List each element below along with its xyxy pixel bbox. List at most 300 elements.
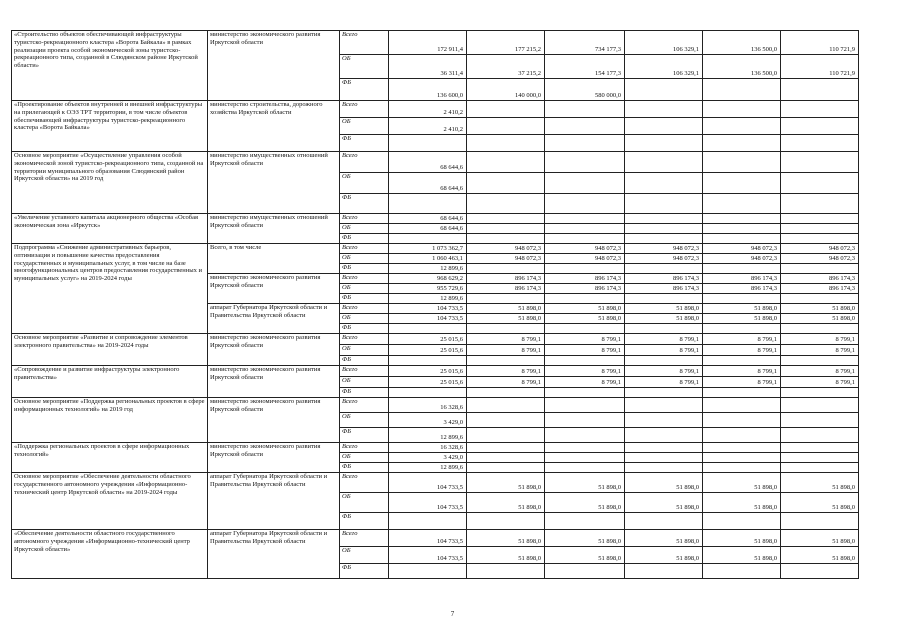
amount-cell: 8 799,1 bbox=[703, 377, 781, 388]
funding-source: Всего bbox=[340, 31, 389, 55]
amount-cell bbox=[389, 234, 467, 244]
amount-cell: 177 215,2 bbox=[467, 31, 545, 55]
amount-cell bbox=[625, 413, 703, 428]
activity-name: «Увеличение уставного капитала акционерного общества «Особая экономическая зона «Иркутск» bbox=[12, 214, 208, 244]
executor-name: министерство экономического развития Иркутской области bbox=[208, 274, 340, 304]
amount-cell: 51 898,0 bbox=[781, 530, 859, 547]
amount-cell: 51 898,0 bbox=[625, 547, 703, 564]
funding-source: ОБ bbox=[340, 55, 389, 79]
amount-cell: 948 072,3 bbox=[625, 244, 703, 254]
executor-name: министерство экономического развития Иркутской области bbox=[208, 366, 340, 398]
executor-name: аппарат Губернатора Иркутской области и Правительства Иркутской области bbox=[208, 304, 340, 334]
amount-cell: 3 429,0 bbox=[389, 413, 467, 428]
amount-cell: 8 799,1 bbox=[781, 366, 859, 377]
executor-name: министерство экономического развития Иркутской области bbox=[208, 334, 340, 366]
amount-cell: 104 733,5 bbox=[389, 547, 467, 564]
amount-cell bbox=[467, 152, 545, 173]
funding-source: Всего bbox=[340, 244, 389, 254]
amount-cell: 51 898,0 bbox=[625, 473, 703, 493]
amount-cell bbox=[545, 264, 625, 274]
amount-cell: 51 898,0 bbox=[467, 473, 545, 493]
amount-cell: 104 733,5 bbox=[389, 473, 467, 493]
amount-cell bbox=[781, 564, 859, 579]
amount-cell bbox=[467, 398, 545, 413]
amount-cell: 8 799,1 bbox=[545, 377, 625, 388]
amount-cell bbox=[703, 398, 781, 413]
amount-cell bbox=[545, 564, 625, 579]
amount-cell: 8 799,1 bbox=[703, 366, 781, 377]
amount-cell: 8 799,1 bbox=[781, 345, 859, 356]
amount-cell bbox=[467, 513, 545, 530]
funding-source: ФБ bbox=[340, 234, 389, 244]
amount-cell bbox=[545, 413, 625, 428]
amount-cell bbox=[781, 224, 859, 234]
amount-cell bbox=[545, 398, 625, 413]
amount-cell: 948 072,3 bbox=[703, 244, 781, 254]
amount-cell: 896 174,3 bbox=[781, 274, 859, 284]
amount-cell bbox=[467, 453, 545, 463]
funding-source: Всего bbox=[340, 443, 389, 453]
amount-cell bbox=[467, 463, 545, 473]
amount-cell: 16 328,6 bbox=[389, 443, 467, 453]
amount-cell bbox=[703, 194, 781, 214]
amount-cell: 51 898,0 bbox=[703, 314, 781, 324]
amount-cell bbox=[389, 513, 467, 530]
amount-cell: 948 072,3 bbox=[467, 254, 545, 264]
table-row bbox=[12, 152, 859, 173]
amount-cell: 2 410,2 bbox=[389, 118, 467, 135]
amount-cell bbox=[545, 173, 625, 194]
amount-cell bbox=[781, 118, 859, 135]
amount-cell: 896 174,3 bbox=[703, 274, 781, 284]
amount-cell: 8 799,1 bbox=[545, 345, 625, 356]
amount-cell: 25 015,6 bbox=[389, 377, 467, 388]
funding-source: ОБ bbox=[340, 284, 389, 294]
amount-cell: 8 799,1 bbox=[467, 334, 545, 345]
amount-cell bbox=[467, 224, 545, 234]
amount-cell: 68 644,6 bbox=[389, 173, 467, 194]
amount-cell bbox=[781, 388, 859, 398]
amount-cell bbox=[781, 214, 859, 224]
amount-cell bbox=[781, 234, 859, 244]
amount-cell bbox=[625, 101, 703, 118]
amount-cell bbox=[467, 564, 545, 579]
amount-cell: 948 072,3 bbox=[467, 244, 545, 254]
amount-cell bbox=[389, 194, 467, 214]
amount-cell: 25 015,6 bbox=[389, 366, 467, 377]
funding-source: Всего bbox=[340, 274, 389, 284]
amount-cell bbox=[545, 224, 625, 234]
amount-cell: 948 072,3 bbox=[625, 254, 703, 264]
amount-cell: 948 072,3 bbox=[781, 244, 859, 254]
amount-cell: 896 174,3 bbox=[625, 284, 703, 294]
amount-cell bbox=[625, 398, 703, 413]
amount-cell: 172 911,4 bbox=[389, 31, 467, 55]
amount-cell bbox=[703, 135, 781, 152]
funding-source: ФБ bbox=[340, 324, 389, 334]
amount-cell: 896 174,3 bbox=[545, 284, 625, 294]
executor-name: министерство имущественных отношений Иркутской области bbox=[208, 214, 340, 244]
amount-cell bbox=[781, 324, 859, 334]
amount-cell: 136 500,0 bbox=[703, 55, 781, 79]
table-row bbox=[12, 443, 859, 453]
amount-cell bbox=[467, 234, 545, 244]
amount-cell: 51 898,0 bbox=[781, 547, 859, 564]
amount-cell: 51 898,0 bbox=[467, 530, 545, 547]
table-row bbox=[12, 398, 859, 413]
amount-cell bbox=[389, 564, 467, 579]
funding-source: Всего bbox=[340, 530, 389, 547]
activity-name: Подпрограмма «Снижение административных барьеров, оптимизация и повышение качества предоставления государственных и муниципальных услуг, в том числе на базе многофункциональных центров предоставления государственных и муниципальных услуг» на 2019-2024 годы bbox=[12, 244, 208, 334]
funding-source: ОБ bbox=[340, 345, 389, 356]
amount-cell bbox=[703, 224, 781, 234]
amount-cell bbox=[703, 294, 781, 304]
amount-cell bbox=[625, 194, 703, 214]
executor-name: министерство строительства, дорожного хозяйства Иркутской области bbox=[208, 101, 340, 152]
amount-cell: 51 898,0 bbox=[781, 473, 859, 493]
amount-cell: 12 899,6 bbox=[389, 428, 467, 443]
executor-name: аппарат Губернатора Иркутской области и Правительства Иркутской области bbox=[208, 473, 340, 530]
funding-source: ОБ bbox=[340, 224, 389, 234]
amount-cell bbox=[703, 264, 781, 274]
amount-cell: 154 177,3 bbox=[545, 55, 625, 79]
amount-cell bbox=[625, 463, 703, 473]
page-number: 7 bbox=[450, 610, 455, 618]
amount-cell bbox=[703, 234, 781, 244]
amount-cell bbox=[467, 101, 545, 118]
amount-cell bbox=[703, 463, 781, 473]
amount-cell: 106 329,1 bbox=[625, 55, 703, 79]
amount-cell: 12 899,6 bbox=[389, 463, 467, 473]
amount-cell: 51 898,0 bbox=[781, 493, 859, 513]
amount-cell bbox=[781, 152, 859, 173]
amount-cell bbox=[545, 463, 625, 473]
amount-cell bbox=[703, 513, 781, 530]
amount-cell: 51 898,0 bbox=[545, 547, 625, 564]
amount-cell bbox=[781, 453, 859, 463]
amount-cell bbox=[781, 443, 859, 453]
amount-cell bbox=[545, 194, 625, 214]
table-row bbox=[12, 31, 859, 55]
funding-table bbox=[11, 30, 859, 579]
amount-cell bbox=[625, 388, 703, 398]
amount-cell bbox=[781, 463, 859, 473]
funding-source: ФБ bbox=[340, 428, 389, 443]
amount-cell bbox=[467, 173, 545, 194]
amount-cell: 104 733,5 bbox=[389, 493, 467, 513]
amount-cell bbox=[781, 194, 859, 214]
amount-cell bbox=[703, 564, 781, 579]
amount-cell bbox=[781, 398, 859, 413]
amount-cell bbox=[467, 413, 545, 428]
amount-cell bbox=[545, 453, 625, 463]
amount-cell bbox=[545, 118, 625, 135]
amount-cell: 51 898,0 bbox=[467, 314, 545, 324]
table-row bbox=[12, 214, 859, 224]
funding-source: ФБ bbox=[340, 356, 389, 366]
executor-name: министерство экономического развития Иркутской области bbox=[208, 31, 340, 101]
amount-cell: 8 799,1 bbox=[625, 334, 703, 345]
amount-cell bbox=[703, 443, 781, 453]
funding-source: Всего bbox=[340, 304, 389, 314]
amount-cell: 51 898,0 bbox=[781, 304, 859, 314]
funding-source: ОБ bbox=[340, 453, 389, 463]
amount-cell bbox=[467, 443, 545, 453]
amount-cell: 36 311,4 bbox=[389, 55, 467, 79]
amount-cell: 1 073 362,7 bbox=[389, 244, 467, 254]
funding-source: ФБ bbox=[340, 135, 389, 152]
funding-source: ФБ bbox=[340, 294, 389, 304]
amount-cell: 8 799,1 bbox=[703, 334, 781, 345]
executor-name: аппарат Губернатора Иркутской области и Правительства Иркутской области bbox=[208, 530, 340, 579]
amount-cell bbox=[625, 118, 703, 135]
funding-source: ОБ bbox=[340, 314, 389, 324]
amount-cell bbox=[625, 428, 703, 443]
amount-cell: 16 328,6 bbox=[389, 398, 467, 413]
table-row bbox=[12, 473, 859, 493]
amount-cell bbox=[467, 214, 545, 224]
amount-cell: 896 174,3 bbox=[467, 284, 545, 294]
amount-cell: 51 898,0 bbox=[703, 304, 781, 314]
amount-cell bbox=[625, 453, 703, 463]
amount-cell bbox=[703, 388, 781, 398]
amount-cell: 896 174,3 bbox=[545, 274, 625, 284]
amount-cell: 104 733,5 bbox=[389, 530, 467, 547]
amount-cell bbox=[545, 513, 625, 530]
amount-cell bbox=[467, 428, 545, 443]
amount-cell bbox=[467, 356, 545, 366]
amount-cell: 104 733,5 bbox=[389, 314, 467, 324]
activity-name: Основное мероприятие «Развитие и сопровождение элементов электронного правительства» на 2019-2024 годы bbox=[12, 334, 208, 366]
amount-cell bbox=[545, 443, 625, 453]
amount-cell: 51 898,0 bbox=[625, 530, 703, 547]
amount-cell bbox=[625, 513, 703, 530]
amount-cell: 51 898,0 bbox=[545, 304, 625, 314]
executor-name: Всего, в том числе bbox=[208, 244, 340, 274]
amount-cell: 580 000,0 bbox=[545, 79, 625, 101]
amount-cell bbox=[625, 324, 703, 334]
amount-cell bbox=[545, 234, 625, 244]
amount-cell bbox=[625, 152, 703, 173]
amount-cell bbox=[545, 428, 625, 443]
funding-source: Всего bbox=[340, 334, 389, 345]
amount-cell bbox=[389, 388, 467, 398]
amount-cell bbox=[625, 79, 703, 101]
amount-cell: 68 644,6 bbox=[389, 214, 467, 224]
amount-cell bbox=[625, 214, 703, 224]
amount-cell bbox=[625, 224, 703, 234]
amount-cell bbox=[545, 324, 625, 334]
amount-cell: 68 644,6 bbox=[389, 224, 467, 234]
amount-cell bbox=[703, 428, 781, 443]
amount-cell: 2 410,2 bbox=[389, 101, 467, 118]
amount-cell: 968 629,2 bbox=[389, 274, 467, 284]
amount-cell bbox=[625, 564, 703, 579]
amount-cell: 8 799,1 bbox=[625, 377, 703, 388]
amount-cell bbox=[545, 101, 625, 118]
funding-source: ФБ bbox=[340, 513, 389, 530]
amount-cell: 8 799,1 bbox=[625, 366, 703, 377]
amount-cell: 12 899,6 bbox=[389, 264, 467, 274]
amount-cell: 896 174,3 bbox=[625, 274, 703, 284]
amount-cell: 896 174,3 bbox=[781, 284, 859, 294]
amount-cell bbox=[625, 356, 703, 366]
amount-cell: 896 174,3 bbox=[467, 274, 545, 284]
funding-table-body bbox=[12, 31, 859, 579]
amount-cell: 51 898,0 bbox=[545, 314, 625, 324]
amount-cell: 51 898,0 bbox=[545, 473, 625, 493]
amount-cell: 51 898,0 bbox=[467, 304, 545, 314]
funding-source: ОБ bbox=[340, 493, 389, 513]
amount-cell: 51 898,0 bbox=[703, 530, 781, 547]
amount-cell: 51 898,0 bbox=[467, 493, 545, 513]
amount-cell: 51 898,0 bbox=[703, 493, 781, 513]
amount-cell bbox=[467, 264, 545, 274]
amount-cell bbox=[781, 294, 859, 304]
amount-cell: 104 733,5 bbox=[389, 304, 467, 314]
amount-cell bbox=[703, 79, 781, 101]
amount-cell: 51 898,0 bbox=[703, 547, 781, 564]
funding-source: ФБ bbox=[340, 388, 389, 398]
amount-cell: 12 899,6 bbox=[389, 294, 467, 304]
executor-name: министерство экономического развития Иркутской области bbox=[208, 443, 340, 473]
table-row bbox=[12, 101, 859, 118]
amount-cell: 51 898,0 bbox=[545, 493, 625, 513]
activity-name: «Поддержка региональных проектов в сфере информационных технологий» bbox=[12, 443, 208, 473]
amount-cell: 8 799,1 bbox=[467, 345, 545, 356]
amount-cell: 8 799,1 bbox=[467, 366, 545, 377]
amount-cell: 51 898,0 bbox=[625, 304, 703, 314]
funding-source: ФБ bbox=[340, 264, 389, 274]
activity-name: Основное мероприятие «Обеспечение деятельности областного государственного автономного учреждения «Информационно-технический центр Иркутской области» на 2019-2024 годы bbox=[12, 473, 208, 530]
amount-cell: 948 072,3 bbox=[781, 254, 859, 264]
activity-name: «Обеспечение деятельности областного государственного автономного учреждения «Информационно-технический центр Иркутской области» bbox=[12, 530, 208, 579]
amount-cell bbox=[703, 413, 781, 428]
amount-cell bbox=[625, 443, 703, 453]
amount-cell: 136 600,0 bbox=[389, 79, 467, 101]
amount-cell bbox=[467, 135, 545, 152]
amount-cell: 8 799,1 bbox=[781, 334, 859, 345]
activity-name: «Проектирование объектов внутренней и внешней инфраструктуры на прилегающей к ОЭЗ ТРТ территории, в том числе объектов обеспечивающей инфраструктуры туристско-рекреационного кластера «Ворота Байкала» bbox=[12, 101, 208, 152]
amount-cell bbox=[545, 356, 625, 366]
amount-cell bbox=[389, 135, 467, 152]
amount-cell: 948 072,3 bbox=[703, 254, 781, 264]
amount-cell: 110 721,9 bbox=[781, 55, 859, 79]
activity-name: «Строительство объектов обеспечивающей инфраструктуры туристско-рекреационного кластера «Ворота Байкала» в рамках реализации проекта особой экономической зоны туристско-рекреационного типа, созданной в Слюдянском районе Иркутской области» bbox=[12, 31, 208, 101]
amount-cell bbox=[625, 294, 703, 304]
amount-cell bbox=[703, 214, 781, 224]
funding-source: Всего bbox=[340, 101, 389, 118]
amount-cell bbox=[467, 294, 545, 304]
amount-cell bbox=[781, 173, 859, 194]
amount-cell: 136 500,0 bbox=[703, 31, 781, 55]
amount-cell bbox=[625, 234, 703, 244]
funding-source: ОБ bbox=[340, 118, 389, 135]
funding-source: Всего bbox=[340, 398, 389, 413]
amount-cell bbox=[625, 135, 703, 152]
amount-cell bbox=[703, 152, 781, 173]
funding-source: ФБ bbox=[340, 79, 389, 101]
executor-name: министерство экономического развития Иркутской области bbox=[208, 398, 340, 443]
amount-cell bbox=[703, 173, 781, 194]
funding-source: ОБ bbox=[340, 547, 389, 564]
funding-source: ОБ bbox=[340, 413, 389, 428]
amount-cell bbox=[781, 79, 859, 101]
amount-cell: 25 015,6 bbox=[389, 334, 467, 345]
amount-cell bbox=[467, 118, 545, 135]
amount-cell bbox=[545, 152, 625, 173]
amount-cell: 948 072,3 bbox=[545, 244, 625, 254]
amount-cell bbox=[703, 356, 781, 366]
amount-cell: 8 799,1 bbox=[781, 377, 859, 388]
funding-source: ОБ bbox=[340, 173, 389, 194]
amount-cell: 25 015,6 bbox=[389, 345, 467, 356]
amount-cell: 8 799,1 bbox=[625, 345, 703, 356]
amount-cell bbox=[625, 173, 703, 194]
amount-cell bbox=[389, 356, 467, 366]
amount-cell bbox=[545, 214, 625, 224]
amount-cell bbox=[781, 135, 859, 152]
amount-cell: 8 799,1 bbox=[703, 345, 781, 356]
amount-cell bbox=[781, 513, 859, 530]
table-row bbox=[12, 244, 859, 254]
amount-cell bbox=[703, 101, 781, 118]
amount-cell: 8 799,1 bbox=[545, 334, 625, 345]
table-row bbox=[12, 366, 859, 377]
document-page bbox=[11, 30, 858, 579]
amount-cell: 734 177,3 bbox=[545, 31, 625, 55]
amount-cell bbox=[781, 264, 859, 274]
amount-cell bbox=[467, 324, 545, 334]
amount-cell bbox=[781, 413, 859, 428]
amount-cell: 51 898,0 bbox=[703, 473, 781, 493]
executor-name: министерство имущественных отношений Иркутской области bbox=[208, 152, 340, 214]
funding-source: ОБ bbox=[340, 254, 389, 264]
amount-cell: 51 898,0 bbox=[625, 314, 703, 324]
amount-cell: 896 174,3 bbox=[703, 284, 781, 294]
funding-source: Всего bbox=[340, 366, 389, 377]
amount-cell: 955 729,6 bbox=[389, 284, 467, 294]
amount-cell bbox=[703, 118, 781, 135]
amount-cell: 68 644,6 bbox=[389, 152, 467, 173]
activity-name: Основное мероприятие «Поддержка региональных проектов в сфере информационных технологий» на 2019 год bbox=[12, 398, 208, 443]
amount-cell bbox=[467, 194, 545, 214]
amount-cell: 3 429,0 bbox=[389, 453, 467, 463]
activity-name: «Сопровождение и развитие инфраструктуры электронного правительства» bbox=[12, 366, 208, 398]
funding-source: ФБ bbox=[340, 194, 389, 214]
amount-cell bbox=[389, 324, 467, 334]
funding-source: Всего bbox=[340, 473, 389, 493]
amount-cell: 51 898,0 bbox=[781, 314, 859, 324]
amount-cell bbox=[781, 356, 859, 366]
amount-cell: 106 329,1 bbox=[625, 31, 703, 55]
funding-source: Всего bbox=[340, 152, 389, 173]
amount-cell: 8 799,1 bbox=[545, 366, 625, 377]
table-row bbox=[12, 530, 859, 547]
amount-cell bbox=[703, 453, 781, 463]
amount-cell: 140 000,0 bbox=[467, 79, 545, 101]
funding-source: Всего bbox=[340, 214, 389, 224]
amount-cell: 51 898,0 bbox=[467, 547, 545, 564]
amount-cell: 51 898,0 bbox=[545, 530, 625, 547]
amount-cell: 8 799,1 bbox=[467, 377, 545, 388]
amount-cell: 110 721,9 bbox=[781, 31, 859, 55]
amount-cell bbox=[781, 428, 859, 443]
activity-name: Основное мероприятие «Осуществление управления особой экономической зоной туристско-рекреационного типа, созданной на территории муниципального образования Слюдянский район Иркутской области» на 2019 год bbox=[12, 152, 208, 214]
amount-cell bbox=[545, 294, 625, 304]
amount-cell bbox=[703, 324, 781, 334]
amount-cell: 51 898,0 bbox=[625, 493, 703, 513]
